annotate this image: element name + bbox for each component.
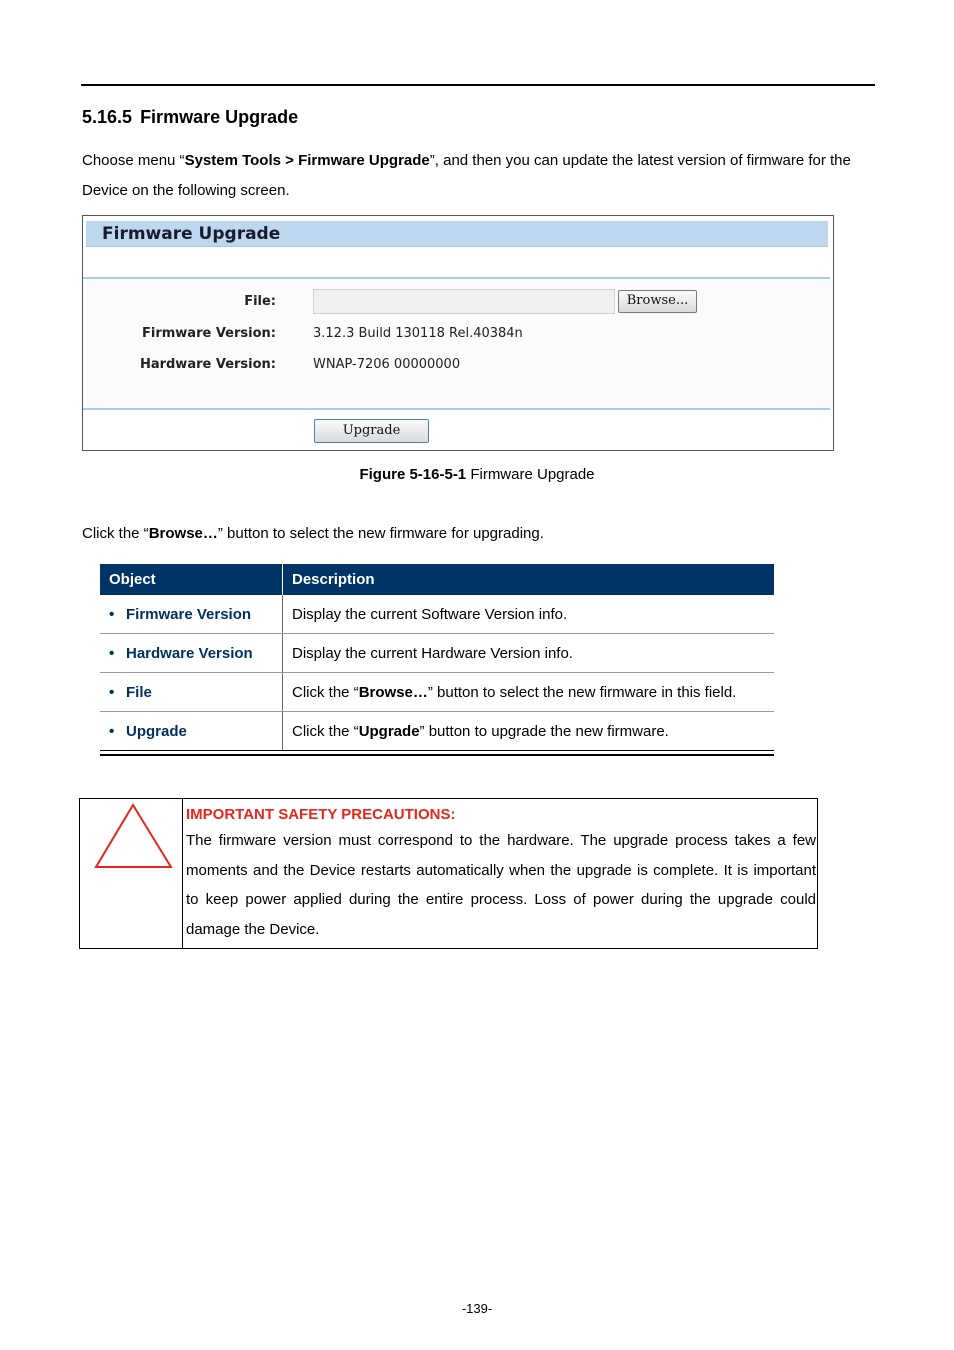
figure-text: Firmware Upgrade (466, 466, 595, 483)
panel-divider-bottom (83, 408, 830, 410)
section-number: 5.16.5 (82, 107, 133, 127)
warning-icon-cell (80, 799, 183, 948)
row-description (283, 634, 775, 673)
click-prefix: Click the “ (82, 525, 149, 542)
header-description: Description (283, 563, 775, 595)
desc-bold: Upgrade (358, 722, 420, 740)
bullet-icon: • (109, 722, 115, 740)
upgrade-button[interactable]: Upgrade (314, 419, 429, 443)
row-description (283, 595, 775, 634)
page-number: -139- (461, 1301, 493, 1316)
table-row (100, 595, 774, 634)
object-name: Firmware Version (126, 605, 252, 623)
hardware-version-value: WNAP-7206 00000000 (313, 357, 461, 372)
row-object (100, 712, 283, 751)
desc-prefix: Display the current Hardware Version info. (292, 644, 573, 662)
menu-path: System Tools > Firmware Upgrade (184, 152, 430, 169)
object-description-table (100, 562, 774, 751)
table-header-row (100, 563, 774, 595)
click-instruction (82, 525, 544, 542)
header-object: Object (100, 563, 283, 595)
desc-prefix: Click the “ (292, 683, 359, 701)
desc-prefix: Click the “ (292, 722, 359, 740)
object-name: File (126, 683, 152, 701)
warning-body: The firmware version must correspond to the hardware. The upgrade process takes a few moments and the Device restarts automatically when the upgrade is complete. It is important to keep power applied during the entire process. Loss of power during the upgrade could damage the Device. (186, 832, 816, 938)
desc-suffix: ” button to upgrade the new firmware. (419, 722, 669, 740)
intro-paragraph (82, 146, 877, 206)
desc-prefix: Display the current Software Version info. (292, 605, 568, 623)
section-title: Firmware Upgrade (140, 107, 299, 127)
row-object (100, 634, 283, 673)
click-button-name: Browse… (148, 525, 218, 542)
row-object (100, 673, 283, 712)
panel-title-bar (86, 221, 828, 247)
table-bottom-rule (100, 754, 774, 756)
row-description (283, 712, 775, 751)
click-suffix: ” button to select the new firmware for upgrading. (217, 525, 544, 542)
firmware-version-label: Firmware Version: (142, 326, 276, 341)
panel-title: Firmware Upgrade (102, 224, 281, 244)
row-description (283, 673, 775, 712)
desc-bold: Browse… (358, 683, 428, 701)
bullet-icon: • (109, 644, 115, 662)
warning-text-cell (186, 804, 816, 944)
hardware-version-label: Hardware Version: (139, 357, 276, 372)
row-object (100, 595, 283, 634)
section-heading (82, 107, 298, 128)
bullet-icon: • (109, 605, 115, 623)
safety-warning-box (79, 798, 818, 949)
intro-suffix: ”, and then you can update the latest version of firmware for the Device on the following screen. (82, 152, 851, 199)
figure-label: Figure 5-16-5-1 (359, 466, 467, 483)
desc-suffix: ” button to select the new firmware in this field. (427, 683, 737, 701)
browse-button[interactable]: Browse... (618, 290, 697, 313)
object-name: Upgrade (126, 722, 187, 740)
firmware-upgrade-screenshot (82, 215, 834, 451)
file-input[interactable] (313, 289, 615, 314)
object-name: Hardware Version (126, 644, 253, 662)
firmware-version-value: 3.12.3 Build 130118 Rel.40384n (313, 326, 523, 341)
panel-divider-top (83, 277, 830, 279)
figure-caption (0, 466, 954, 483)
table-row (100, 673, 774, 712)
table-row (100, 712, 774, 751)
file-label: File: (244, 294, 276, 309)
warning-triangle-icon (94, 802, 174, 872)
table-row (100, 634, 774, 673)
warning-title: IMPORTANT SAFETY PRECAUTIONS: (186, 806, 456, 823)
bullet-icon: • (109, 683, 115, 701)
intro-prefix: Choose menu “ (82, 152, 185, 169)
header-rule (81, 84, 875, 86)
